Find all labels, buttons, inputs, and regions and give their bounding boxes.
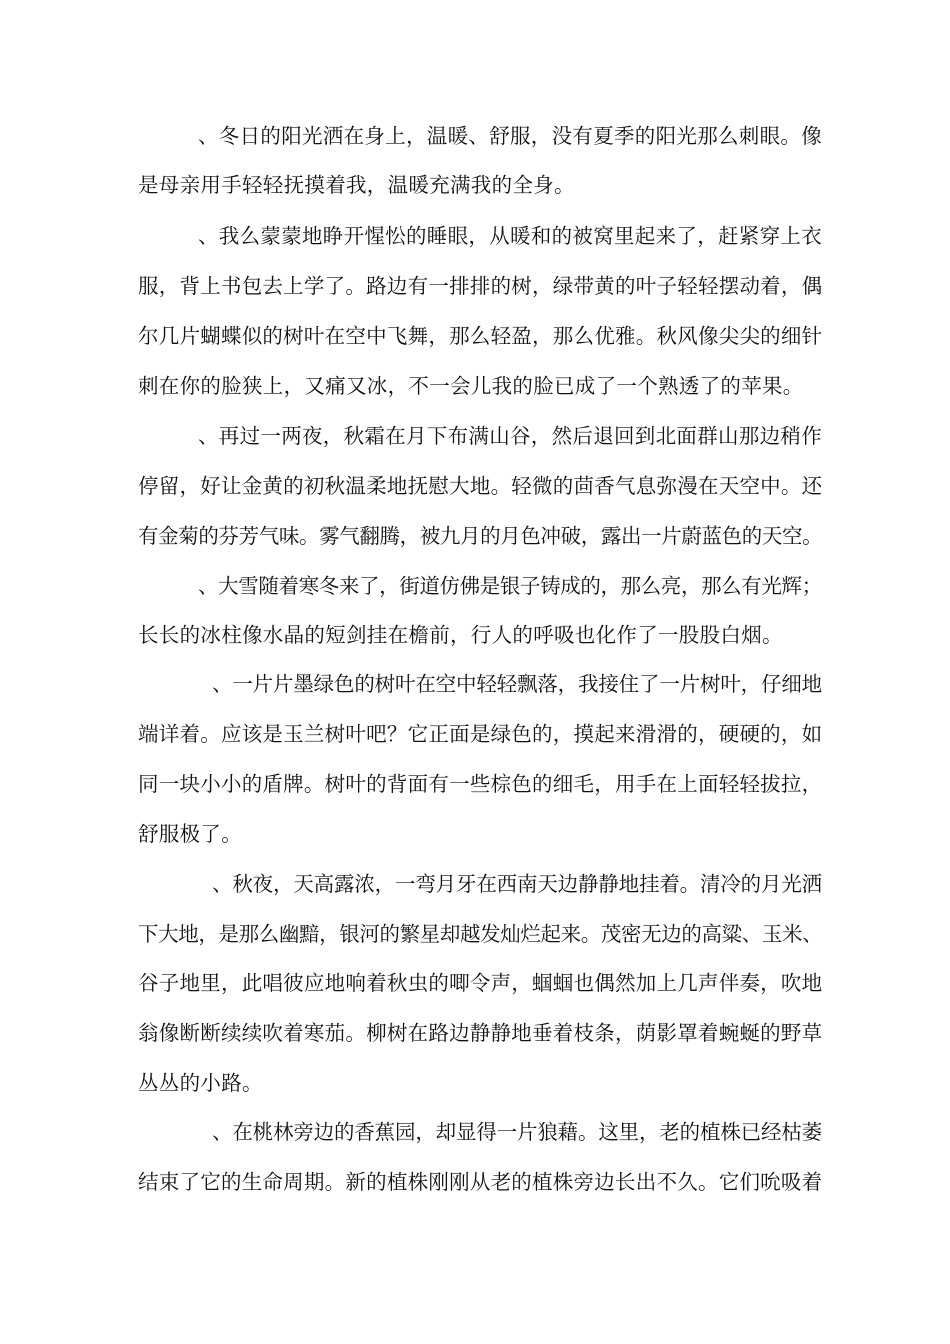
paragraph-5-line-3: 同一块小小的盾牌。树叶的背面有一些棕色的细毛，用手在上面轻轻拔拉， xyxy=(138,772,823,796)
paragraph-5-line-2: 端详着。应该是玉兰树叶吧？它正面是绿色的，摸起来滑滑的，硬硬的，如 xyxy=(138,722,823,746)
paragraph-4-line-2: 长长的冰柱像水晶的短剑挂在檐前，行人的呼吸也化作了一股股白烟。 xyxy=(138,623,783,647)
paragraph-7-line-1: 、在桃林旁边的香蕉园，却显得一片狼藉。这里，老的植株已经枯萎 xyxy=(212,1120,822,1144)
paragraph-6-line-3: 谷子地里，此唱彼应地响着秋虫的唧令声，蝈蝈也偶然加上几声伴奏，吹地 xyxy=(138,971,823,995)
paragraph-6-line-1: 、秋夜，天高露浓，一弯月牙在西南天边静静地挂着。清冷的月光洒 xyxy=(212,872,822,896)
paragraph-1-line-2: 是母亲用手轻轻抚摸着我，温暖充满我的全身。 xyxy=(138,173,575,197)
paragraph-6-line-2: 下大地，是那么幽黯，银河的繁星却越发灿烂起来。茂密无边的高粱、玉米、 xyxy=(138,922,823,946)
paragraph-6-line-4: 翁像断断续续吹着寒茄。柳树在路边静静地垂着枝条，荫影罩着蜿蜒的野草 xyxy=(138,1021,823,1045)
paragraph-4-line-1: 、大雪随着寒冬来了，街道仿佛是银子铸成的，那么亮，那么有光辉； xyxy=(198,574,822,598)
paragraph-2-line-3: 尔几片蝴蝶似的树叶在空中飞舞，那么轻盈，那么优雅。秋风像尖尖的细针 xyxy=(138,324,823,348)
paragraph-5-line-1: 、一片片墨绿色的树叶在空中轻轻飘落，我接住了一片树叶，仔细地 xyxy=(212,672,822,696)
paragraph-2-line-1: 、我么蒙蒙地睁开惺忪的睡眼，从暖和的被窝里起来了，赶紧穿上衣 xyxy=(198,224,822,248)
paragraph-1-line-1: 、冬日的阳光洒在身上，温暖、舒服，没有夏季的阳光那么刺眼。像 xyxy=(198,124,822,148)
paragraph-2-line-4: 刺在你的脸狭上，又痛又冰，不一会儿我的脸已成了一个熟透了的苹果。 xyxy=(138,374,804,398)
paragraph-2-line-2: 服，背上书包去上学了。路边有一排排的树，绿带黄的叶子轻轻摆动着，偶 xyxy=(138,274,823,298)
paragraph-7-line-2: 结束了它的生命周期。新的植株刚刚从老的植株旁边长出不久。它们吮吸着 xyxy=(138,1170,823,1194)
paragraph-6-line-5: 丛丛的小路。 xyxy=(138,1071,263,1095)
paragraph-3-line-2: 停留，好让金黄的初秋温柔地抚慰大地。轻微的茴香气息弥漫在天空中。还 xyxy=(138,474,823,498)
paragraph-3-line-3: 有金菊的芬芳气味。雾气翻腾，被九月的月色冲破，露出一片蔚蓝色的天空。 xyxy=(138,524,823,548)
paragraph-5-line-4: 舒服极了。 xyxy=(138,822,242,846)
paragraph-3-line-1: 、再过一两夜，秋霜在月下布满山谷，然后退回到北面群山那边稍作 xyxy=(198,424,822,448)
